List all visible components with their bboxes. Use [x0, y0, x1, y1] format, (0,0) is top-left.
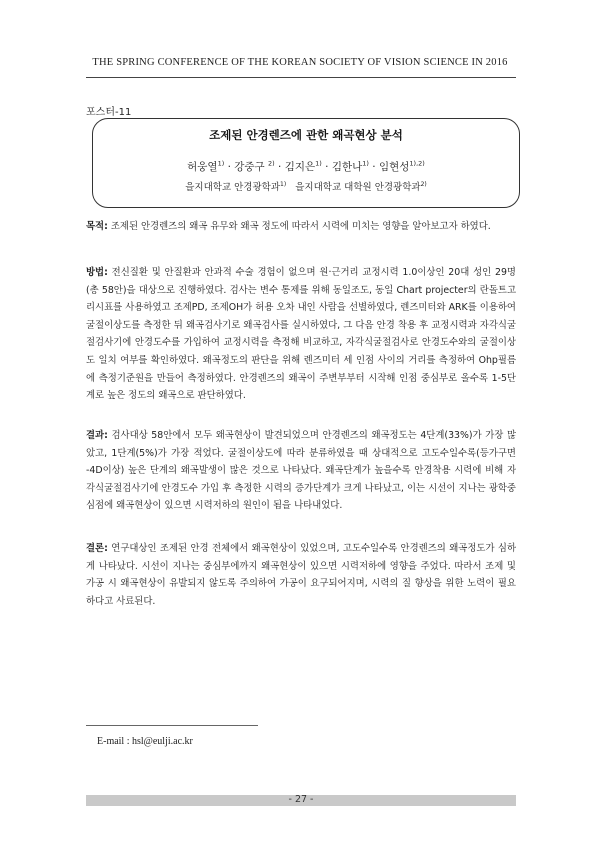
author-name: 임현성	[378, 161, 410, 173]
author-affil-mark: 2)	[268, 159, 275, 168]
author-list	[93, 159, 519, 174]
paper-title: 조제된 안경렌즈에 관한 왜곡현상 분석	[209, 128, 403, 142]
purpose-section	[86, 218, 516, 236]
author-name: 김한나	[331, 161, 363, 173]
author-separator: ·	[274, 161, 285, 173]
author-affil-mark: 1)	[217, 159, 225, 168]
poster-label: 포스터-11	[86, 107, 132, 118]
affiliation-mark: 1)	[280, 180, 287, 188]
section-body: 연구대상인 조제된 안경 전체에서 왜곡현상이 있었으며, 고도수일수록 안경렌즈의 왜곡정도가 심하게 나타났다. 시선이 지나는 중심부에까지 왜곡현상이 있으면 시력저하에 영향을 주었다. 따라서 조제 및 가공 시 왜곡현상이 유발되지 않도록 주의하여 가공이 요구되어지며, 시력의 질 향상을 위한 노력이 필요하다고 사료된다.	[86, 543, 516, 607]
author-affil-mark: 1)	[362, 159, 369, 168]
section-heading: 결과:	[86, 430, 108, 441]
author-name: 허웅열	[187, 161, 218, 173]
conference-header: THE SPRING CONFERENCE OF THE KOREAN SOCIETY OF VISION SCIENCE IN 2016	[92, 57, 508, 68]
author-separator: ·	[224, 161, 235, 173]
section-body: 전신질환 및 안질환과 안과적 수술 경험이 없으며 원·근거리 교정시력 1.0이상인 20대 성인 29명(총 58안)을 대상으로 진행하였다. 검사는 변수 통제를 위해 동일조도, 동일 Chart projecter의 란돌트고리시표를 사용하였고 조제PD, 조제OH가 허용 오차 내인 사람을 선별하였다, 렌즈미터와 ARK를 이용하여 굴절이상도를 측정한 뒤 왜곡검사기로 왜곡검사를 실시하였다, 그 다음 안경 착용 후 교정시력과 자각식굴절검사기에 안경도수를 가입하여 교정시력을 측정해 비교하고, 자각식굴절검사로 안경도수와의 굴절이상도 일치 여부를 확인하였다. 왜곡정도의 판단을 위해 렌즈미터 세 인점 사이의 거리를 측정하여 Ohp필름에 측정기준원을 만들어 측정하였다. 안경렌즈의 왜곡이 주변부부터 시작해 인점 중심부로 올수록 1-5단계로 높은 정도의 왜곡으로 판단하였다.	[86, 267, 516, 402]
title-box	[92, 118, 520, 208]
author-affil-mark: 1)	[315, 159, 322, 168]
affiliation-list	[93, 179, 519, 193]
affiliation-name: 을지대학교 안경광학과	[185, 182, 281, 193]
section-heading: 방법:	[86, 267, 108, 278]
section-body: 검사대상 58안에서 모두 왜곡현상이 발견되었으며 안경렌즈의 왜곡정도는 4단계(33%)가 가장 많았고, 1단계(5%)가 가장 적었다. 굴절이상도에 따라 분류하였을 때 상대적으로 고도수일수록(등가구면 -4D이상) 높은 단계의 왜곡발생이 많은 것으로 나타났다. 왜곡단계가 높을수록 안경착용 시력에 비해 자각식굴절검사기에 안경도수 가입 후 측정한 시력의 증가단계가 크게 나타났고, 이는 시선이 지나는 광학중심점에 왜곡현상이 있으면 시력저하의 원인이 됨을 나타내었다.	[86, 430, 516, 512]
conclusion-section	[86, 540, 516, 610]
author-affil-mark: 1),2)	[409, 159, 425, 168]
page-number: - 27 -	[288, 794, 314, 805]
section-heading: 목적:	[86, 221, 108, 232]
affiliation-name: 을지대학교 대학원 안경광학과	[295, 182, 421, 193]
contact-email: E-mail : hsl@eulji.ac.kr	[97, 736, 193, 747]
section-heading: 결론:	[86, 543, 108, 554]
methods-section	[86, 264, 516, 405]
page-footer-band	[86, 795, 516, 806]
author-separator: ·	[368, 161, 379, 173]
affiliation-mark: 2)	[420, 180, 427, 188]
header-divider	[86, 77, 516, 78]
author-separator: ·	[321, 161, 332, 173]
section-body: 조제된 안경렌즈의 왜곡 유무와 왜곡 정도에 따라서 시력에 미치는 영향을 알아보고자 하였다.	[107, 221, 491, 232]
footnote-divider	[86, 725, 258, 726]
results-section	[86, 427, 516, 515]
author-name: 김지은	[284, 161, 316, 173]
author-name: 강중구	[234, 161, 265, 173]
